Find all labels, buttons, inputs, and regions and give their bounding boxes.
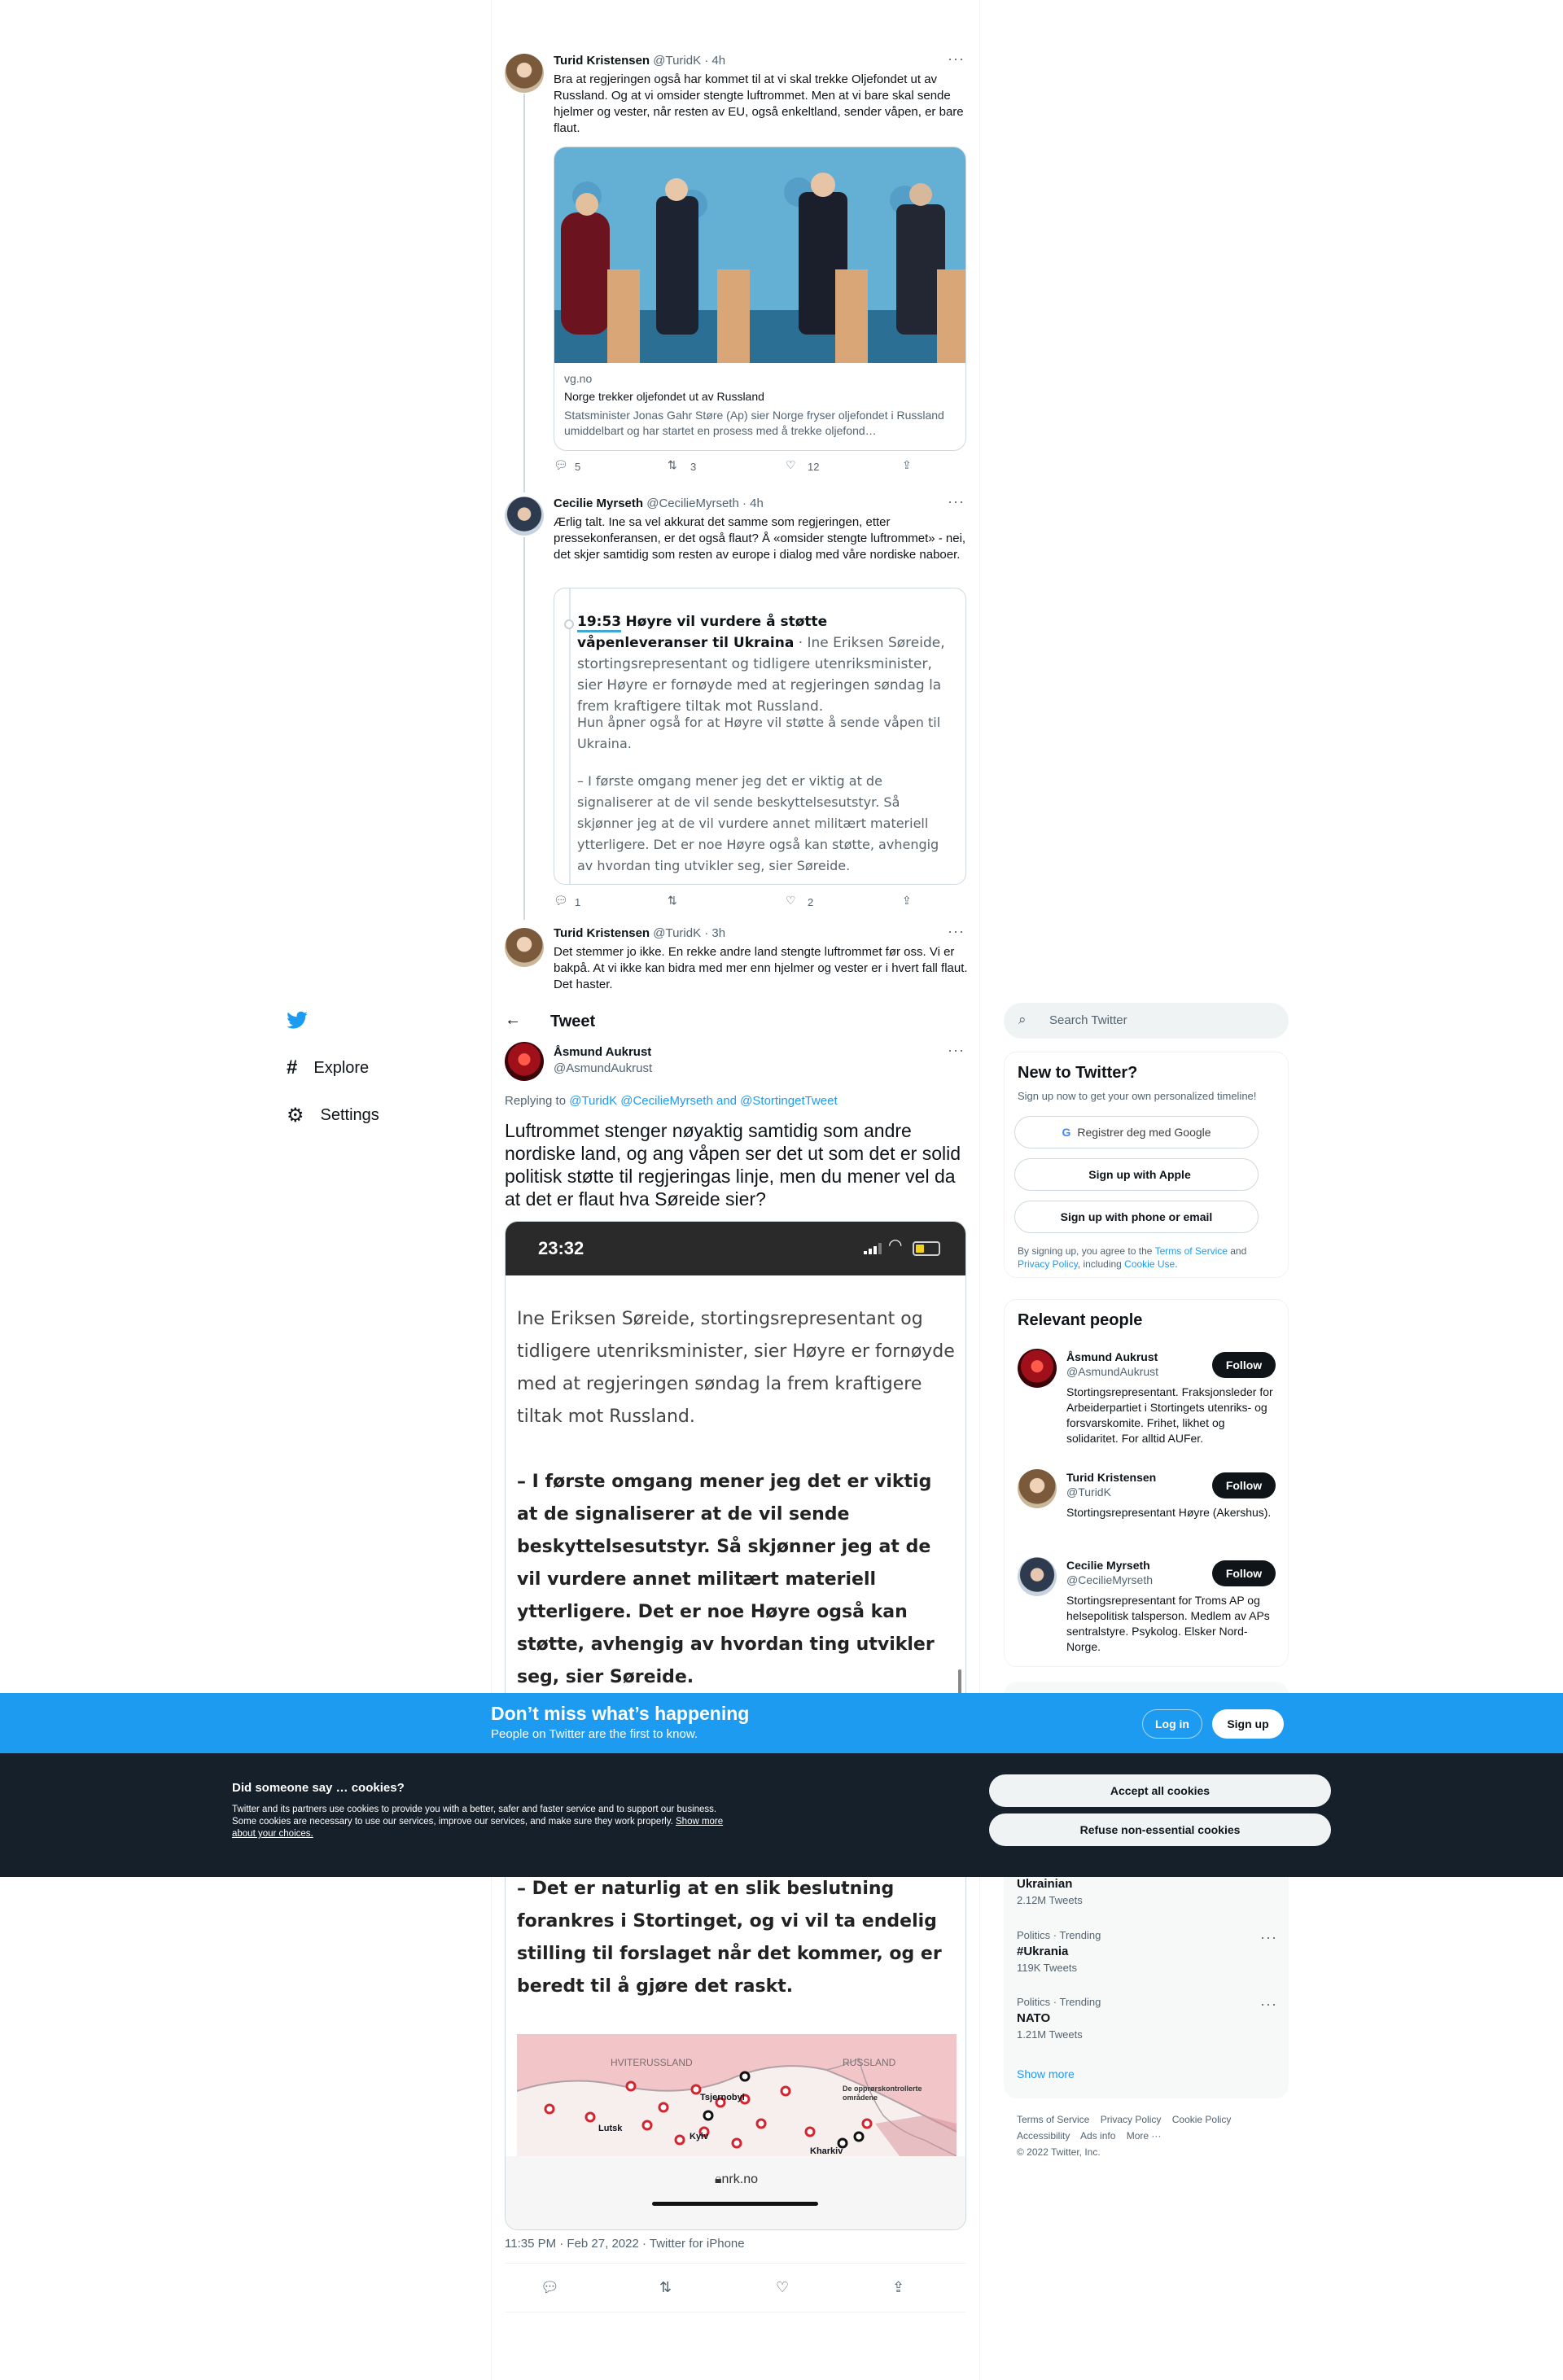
author-meta: @TuridK · 3h bbox=[653, 926, 726, 940]
card-description: Statsminister Jonas Gahr Støre (Ap) sier Norge fryser oljefondet i Russland umiddelbart og har startet en prosess med å trekke oljefond… bbox=[564, 409, 944, 437]
more-icon[interactable]: ··· bbox=[948, 1042, 965, 1058]
trend-count: 2.12M Tweets bbox=[1017, 1894, 1083, 1906]
trend-name: Ukrainian bbox=[1017, 1877, 1073, 1891]
nav-settings[interactable] bbox=[287, 1104, 379, 1127]
person-name[interactable]: Turid Kristensen bbox=[1066, 1471, 1157, 1484]
person-name[interactable]: Cecilie Myrseth bbox=[1066, 1559, 1150, 1572]
lock-icon: 🔒︎ bbox=[715, 2172, 722, 2186]
follow-button[interactable]: Follow bbox=[1212, 1560, 1276, 1586]
footer-terms-link[interactable]: Terms of Service bbox=[1017, 2114, 1090, 2125]
show-more-link[interactable]: Show more bbox=[1017, 2067, 1075, 2080]
footer-accessibility-link[interactable]: Accessibility bbox=[1017, 2130, 1070, 2142]
article-paragraph-1: Ine Eriksen Søreide, stortingsrepresentant og tidligere utenriksminister, sier Høyre er fornøyde med at regjeringen søndag la frem kraftigere tiltak mot Russland. bbox=[517, 1309, 955, 1427]
live-paragraph-3: – I første omgang mener jeg det er viktig at de signaliserer at de vil sende beskyttelsesutstyr. Så skjønner jeg at de vil vurdere annet militært materiell ytterligere. Det er noe Høyre også kan støtte, avhengig av hvordan ting utvikler seg, sier Søreide. bbox=[577, 773, 939, 873]
person-bio: Stortingsrepresentant for Troms AP og helsepolitisk talsperson. Medlem av APs sentralstyre. Psykolog. Elsker Nord-Norge. bbox=[1066, 1594, 1270, 1653]
trend-name: NATO bbox=[1017, 2011, 1051, 2025]
tweet-text: Det stemmer jo ikke. En rekke andre land stengte luftrommet før oss. Vi er bakpå. At vi ikke kan bidra med mer enn hjelmer og vester er i hvert fall flaut. Det haster. bbox=[554, 945, 968, 991]
nav-explore-label: Explore bbox=[313, 1058, 370, 1077]
map-label-russia: RUSSLAND bbox=[843, 2057, 896, 2068]
phone-url-bar bbox=[506, 2156, 966, 2230]
back-arrow-icon[interactable]: ← bbox=[505, 1011, 521, 1029]
phone-signup-button[interactable] bbox=[1014, 1201, 1259, 1233]
map-city-tsjernobyl: Tsjernobyl bbox=[700, 2093, 745, 2102]
person-handle: @CecilieMyrseth bbox=[1066, 1573, 1154, 1586]
apple-signup-label: Sign up with Apple bbox=[1088, 1168, 1191, 1181]
follow-button[interactable]: Follow bbox=[1212, 1352, 1276, 1378]
follow-button[interactable]: Follow bbox=[1212, 1472, 1276, 1498]
avatar[interactable] bbox=[505, 1042, 544, 1081]
reply-icon[interactable]: 💬︎ bbox=[554, 894, 568, 907]
article-paragraph-2: – I første omgang mener jeg det er viktig at de signaliserer at de vil sende beskyttelsesutstyr. Så skjønner jeg at de vil vurdere annet militært materiell ytterligere. Det er noe Høyre også kan støtte, avhengig av hvordan ting utvikler seg, sier Søreide. bbox=[517, 1472, 935, 1687]
share-icon[interactable]: ⇪ bbox=[902, 894, 912, 907]
retweet-icon[interactable]: ⇅ bbox=[668, 894, 677, 907]
search-input[interactable] bbox=[1004, 1003, 1289, 1039]
phone-url: nrk.no bbox=[721, 2172, 758, 2186]
trend-name: #Ukrania bbox=[1017, 1945, 1069, 1958]
twitter-logo-icon[interactable] bbox=[285, 1009, 311, 1032]
person-row[interactable] bbox=[1005, 1469, 1289, 1551]
google-signup-label: Registrer deg med Google bbox=[1077, 1126, 1211, 1139]
trend-count: 1.21M Tweets bbox=[1017, 2028, 1083, 2041]
retweet-count: 3 bbox=[690, 461, 697, 473]
timeline-rule bbox=[569, 588, 571, 885]
column-border-right bbox=[979, 0, 980, 2380]
nav-settings-label: Settings bbox=[320, 1106, 379, 1124]
author-name[interactable]: Turid Kristensen bbox=[554, 54, 650, 68]
refuse-cookies-button[interactable]: Refuse non-essential cookies bbox=[989, 1813, 1331, 1846]
reply-icon[interactable]: 💬︎ bbox=[554, 458, 568, 471]
replying-prefix: Replying to bbox=[505, 1094, 570, 1108]
footer-ads-link[interactable]: Ads info bbox=[1080, 2130, 1116, 2142]
author-meta: @CecilieMyrseth · 4h bbox=[646, 497, 764, 510]
phone-time: 23:32 bbox=[538, 1238, 584, 1258]
map-legend: De opprørskontrollerte områdene bbox=[843, 2085, 922, 2102]
person-row[interactable] bbox=[1005, 1557, 1289, 1663]
map-label-belarus: HVITERUSSLAND bbox=[611, 2057, 693, 2068]
map-city-kyiv: Kyiv bbox=[690, 2132, 709, 2142]
share-icon[interactable]: ⇪ bbox=[902, 458, 912, 471]
like-count: 2 bbox=[808, 896, 814, 908]
signup-subtitle: Sign up now to get your own personalized timeline! bbox=[1018, 1090, 1257, 1102]
page-title: Tweet bbox=[550, 1013, 596, 1030]
like-icon[interactable]: ♡ bbox=[786, 458, 796, 471]
thread-tweet-1[interactable] bbox=[492, 41, 979, 497]
cookie-description: Twitter and its partners use cookies to provide you with a better, safer and faster service and to support our business. Some cookies are necessary to use our services, improve our services, and make sure they work properly. bbox=[232, 1805, 717, 1827]
avatar[interactable] bbox=[1018, 1469, 1057, 1508]
author-meta: @TuridK · 4h bbox=[653, 54, 726, 68]
main-tweet bbox=[492, 1042, 979, 2312]
banner-subtitle: People on Twitter are the first to know. bbox=[491, 1727, 698, 1741]
like-count: 12 bbox=[808, 461, 820, 473]
ukraine-map bbox=[517, 2034, 957, 2156]
person-bio: Stortingsrepresentant Høyre (Akershus). bbox=[1066, 1506, 1272, 1519]
author-handle[interactable]: @AsmundAukrust bbox=[554, 1061, 653, 1075]
cookie-use-link[interactable]: Cookie Use bbox=[1124, 1258, 1176, 1270]
accept-cookies-button[interactable]: Accept all cookies bbox=[989, 1774, 1331, 1807]
reply-count: 5 bbox=[575, 461, 581, 473]
more-icon[interactable]: ··· bbox=[948, 50, 965, 67]
card-domain: vg.no bbox=[564, 372, 593, 385]
replying-to-users[interactable]: @TuridK @CecilieMyrseth and @StortingetTweet bbox=[569, 1094, 838, 1108]
avatar[interactable] bbox=[505, 928, 544, 967]
footer-privacy-link[interactable]: Privacy Policy bbox=[1100, 2114, 1162, 2125]
live-lead: · Ine Eriksen Søreide, stortingsrepresentant og tidligere utenriksminister, sier Høyre er fornøyde med at regjeringen søndag la frem kraftigere tiltak mot Russland. bbox=[577, 635, 945, 715]
trend-category: Politics · Trending bbox=[1017, 1996, 1101, 2008]
relevant-title: Relevant people bbox=[1018, 1311, 1143, 1329]
thread-line bbox=[523, 537, 525, 920]
more-icon[interactable]: ··· bbox=[948, 493, 965, 510]
signal-icon bbox=[864, 1243, 883, 1254]
relevant-people-panel bbox=[1004, 1299, 1289, 1667]
tweet-header bbox=[492, 1003, 979, 1046]
map-city-lutsk: Lutsk bbox=[598, 2124, 623, 2133]
avatar[interactable] bbox=[505, 54, 544, 93]
nav-explore[interactable] bbox=[287, 1057, 369, 1079]
trend-item[interactable] bbox=[1017, 1996, 1277, 2041]
live-headline: Høyre vil vurdere å støtte våpenleveranser til Ukraina bbox=[577, 614, 828, 651]
terms-text: and bbox=[1227, 1245, 1247, 1257]
more-icon[interactable]: ··· bbox=[948, 923, 965, 939]
person-name[interactable]: Åsmund Aukrust bbox=[1066, 1350, 1158, 1363]
like-icon[interactable]: ♡ bbox=[776, 2279, 790, 2295]
banner-title: Don’t miss what’s happening bbox=[491, 1703, 750, 1724]
signup-terms bbox=[1018, 1245, 1278, 1271]
thread-line bbox=[523, 94, 525, 492]
login-button[interactable]: Log in bbox=[1142, 1709, 1202, 1739]
wifi-icon: ◠ bbox=[888, 1236, 903, 1254]
trend-item[interactable] bbox=[1017, 1877, 1083, 1906]
gear-icon: ⚙ bbox=[287, 1105, 304, 1127]
share-icon[interactable]: ⇪ bbox=[892, 2279, 905, 2295]
tweet-text: Ærlig talt. Ine sa vel akkurat det samme som regjeringen, etter pressekonferansen, er det også flaut? Å «omsider stengte luftrommet» - nei, det skjer samtidig som resten av europe i dialog med våre nordiske naboer. bbox=[554, 515, 966, 562]
signup-banner bbox=[0, 1693, 1563, 1753]
trend-category: Politics · Trending bbox=[1017, 1929, 1101, 1941]
terms-text: . bbox=[1175, 1258, 1178, 1270]
search-placeholder: Search Twitter bbox=[1049, 1013, 1127, 1027]
terms-text: By signing up, you agree to the bbox=[1018, 1245, 1155, 1257]
footer-cookie-link[interactable]: Cookie Policy bbox=[1171, 2114, 1232, 2125]
tweet-timestamp[interactable]: 11:35 PM · Feb 27, 2022 · Twitter for iPhone bbox=[505, 2237, 745, 2251]
replying-to bbox=[505, 1094, 838, 1108]
cookie-title: Did someone say … cookies? bbox=[232, 1781, 405, 1795]
footer-more-link[interactable]: More ··· bbox=[1126, 2130, 1162, 2142]
trend-item[interactable] bbox=[1017, 1929, 1277, 1974]
google-icon: G bbox=[1062, 1126, 1071, 1139]
avatar[interactable] bbox=[505, 497, 544, 536]
terms-link[interactable]: Terms of Service bbox=[1154, 1245, 1228, 1257]
retweet-icon[interactable]: ⇅ bbox=[659, 2279, 672, 2295]
cookie-text bbox=[232, 1804, 737, 1840]
tweet-text: Bra at regjeringen også har kommet til at vi skal trekke Oljefondet ut av Russland. Og at vi omsider stengte luftrommet. Men at vi bare skal sende hjelmer og vester, når resten av EU, også enkeltland, sender våpen, er bare flaut. bbox=[554, 72, 964, 135]
press-conference-image bbox=[554, 147, 966, 363]
cookie-consent-bar bbox=[0, 1753, 1563, 1877]
apple-signup-button[interactable] bbox=[1014, 1158, 1259, 1191]
thread-tweet-3[interactable] bbox=[492, 918, 979, 1000]
terms-text: , including bbox=[1077, 1258, 1125, 1270]
search-icon: ⌕ bbox=[1018, 1012, 1027, 1027]
signup-title: New to Twitter? bbox=[1018, 1064, 1138, 1082]
author-name[interactable]: Turid Kristensen bbox=[554, 926, 650, 940]
person-handle: @TuridK bbox=[1066, 1485, 1111, 1498]
link-card[interactable] bbox=[554, 147, 966, 451]
screenshot-image[interactable] bbox=[554, 588, 966, 885]
timeline-dot bbox=[564, 619, 574, 629]
card-title: Norge trekker oljefondet ut av Russland bbox=[564, 390, 764, 403]
thread-tweet-2[interactable] bbox=[492, 487, 979, 926]
like-icon[interactable]: ♡ bbox=[786, 894, 796, 907]
privacy-link[interactable]: Privacy Policy bbox=[1018, 1258, 1078, 1270]
author-name[interactable]: Åsmund Aukrust bbox=[554, 1045, 652, 1059]
avatar[interactable] bbox=[1018, 1557, 1057, 1596]
more-icon[interactable]: ··· bbox=[1260, 1996, 1277, 2012]
phone-signup-label: Sign up with phone or email bbox=[1060, 1210, 1213, 1223]
google-signup-button[interactable] bbox=[1014, 1116, 1259, 1148]
avatar[interactable] bbox=[1018, 1349, 1057, 1388]
cookie-more-link[interactable]: Show more about your choices. bbox=[232, 1817, 724, 1839]
signup-panel bbox=[1004, 1052, 1289, 1278]
live-time: 19:53 bbox=[577, 614, 621, 632]
person-row[interactable] bbox=[1005, 1349, 1289, 1463]
more-icon[interactable]: ··· bbox=[1260, 1929, 1277, 1945]
person-bio: Stortingsrepresentant. Fraksjonsleder for Arbeiderpartiet i Stortingets utenriks- og forsvarskomite. Frihet, likhet og solidaritet. For alltid AUFer. bbox=[1066, 1385, 1273, 1445]
battery-icon bbox=[913, 1241, 940, 1256]
hashtag-icon: # bbox=[287, 1057, 298, 1078]
home-indicator bbox=[652, 2202, 818, 2206]
author-name[interactable]: Cecilie Myrseth bbox=[554, 497, 644, 510]
reply-icon[interactable]: 💬︎ bbox=[541, 2279, 559, 2295]
map-city-kharkiv: Kharkiv bbox=[810, 2146, 843, 2156]
article-paragraph-3: – Det er naturlig at en slik beslutning forankres i Stortinget, og vi vil ta endelig stilling til forslaget når det kommer, og er beredt til å gjøre det raskt. bbox=[517, 1879, 942, 1997]
trend-count: 119K Tweets bbox=[1017, 1962, 1077, 1974]
tweet-text: Luftrommet stenger nøyaktig samtidig som andre nordiske land, og ang våpen ser det ut som det er solid politisk støtte til regjeringas linje, men du mener vel da at det er flaut hva Søreide sier? bbox=[505, 1120, 961, 1210]
phone-status-bar bbox=[506, 1222, 966, 1275]
footer-copyright: © 2022 Twitter, Inc. bbox=[1017, 2146, 1101, 2158]
live-paragraph-2: Hun åpner også for at Høyre vil støtte å sende våpen til Ukraina. bbox=[577, 715, 941, 751]
retweet-icon[interactable]: ⇅ bbox=[668, 458, 677, 471]
signup-button[interactable]: Sign up bbox=[1212, 1709, 1284, 1739]
sidebar-footer bbox=[1017, 2111, 1277, 2160]
reply-count: 1 bbox=[575, 896, 581, 908]
person-handle: @AsmundAukrust bbox=[1066, 1365, 1159, 1378]
